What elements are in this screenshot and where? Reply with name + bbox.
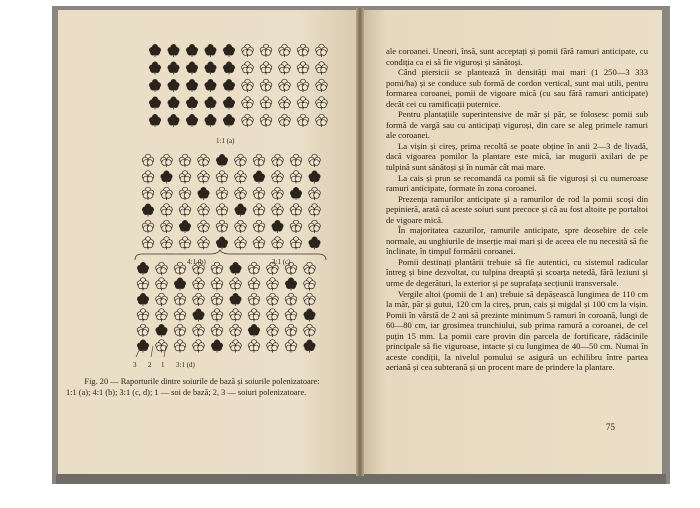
tree-symbol: [205, 62, 217, 75]
tree-symbol: [198, 237, 210, 250]
paragraph-1: ale coroanei. Uneori, însă, sunt acceptați și pomii fără ramuri anticipate, cu condiția ca ei să fie viguroși și sănătoși.: [386, 46, 648, 67]
tree-symbol: [230, 340, 242, 353]
tree-symbol: [248, 278, 260, 291]
tree-symbol: [174, 278, 186, 291]
tree-symbol: [253, 204, 265, 217]
tree-symbol: [230, 278, 242, 291]
tree-symbol: [137, 293, 149, 306]
tree-symbol: [198, 154, 210, 167]
tree-symbol: [205, 97, 217, 110]
tree-symbol: [198, 204, 210, 217]
tree-symbol: [149, 62, 161, 75]
tree-symbol: [290, 187, 302, 200]
tree-symbol: [205, 79, 217, 92]
tree-symbol: [142, 187, 154, 200]
paragraph-8: Pomii destinați plantării trebuie să fie autentici, cu sistemul radicular întreg și bine dezvoltat, cu tulpina dreaptă și scoarța netedă, fără leziuni și urme de degerături, la exterior și pe suprafața secțiunii transversale.: [386, 256, 648, 289]
tree-symbol: [267, 340, 279, 353]
paragraph-9: Vergile altoi (pomii de 1 an) trebuie să depășească lungimea de 110 cm la măr, păr și gutui, 120 cm la cireș, prun, cais și migdal și 100 cm la vișin. Pomii în vârstă de 2 ani să prezinte minimum 5 ramuri în coroană, lungi de 60—80 cm, iar grosimea trunchiului, sub prima ramură a coroanei, de cel puțin 15 mm. La pomii care provin din parcela de fortificare, rădăcinile principale să fie viguroase, intacte și cu lungimea de 40—50 cm. Numai în aceste condiții, la nivelul pomului se asigură un echilibru între partea aeriană și cea subterană și un procent mare de prindere la plantare.: [386, 288, 648, 373]
tree-symbol: [142, 154, 154, 167]
tree-symbol: [235, 154, 247, 167]
panel-d-marker-1: 1: [161, 361, 165, 369]
tree-symbol: [149, 44, 161, 57]
tree-symbol: [205, 114, 217, 127]
tree-symbol: [260, 114, 272, 127]
tree-symbol: [211, 324, 223, 337]
tree-symbol: [248, 293, 260, 306]
tree-symbol: [174, 340, 186, 353]
tree-symbol: [267, 278, 279, 291]
tree-symbol: [272, 187, 284, 200]
tree-symbol: [161, 220, 173, 233]
tree-symbol: [285, 340, 297, 353]
tree-symbol: [235, 171, 247, 184]
tree-symbol: [279, 44, 291, 57]
tree-symbol: [168, 79, 180, 92]
figure-panel-b-c: [142, 154, 320, 249]
tree-symbol: [142, 204, 154, 217]
tree-symbol: [174, 309, 186, 322]
tree-symbol: [161, 154, 173, 167]
tree-symbol: [309, 204, 321, 217]
tree-symbol: [267, 293, 279, 306]
tree-symbol: [272, 154, 284, 167]
tree-symbol: [272, 204, 284, 217]
tree-symbol: [316, 62, 328, 75]
panel-d-label: 3:1 (d): [176, 361, 195, 369]
tree-symbol: [285, 293, 297, 306]
tree-symbol: [174, 262, 186, 275]
tree-symbol: [179, 220, 191, 233]
tree-symbol: [186, 44, 198, 57]
tree-symbol: [156, 340, 168, 353]
tree-symbol: [290, 220, 302, 233]
tree-symbol: [316, 79, 328, 92]
tree-symbol: [235, 220, 247, 233]
tree-symbol: [193, 340, 205, 353]
tree-symbol: [223, 79, 235, 92]
tree-symbol: [253, 187, 265, 200]
tree-symbol: [297, 79, 309, 92]
tree-symbol: [193, 293, 205, 306]
tree-symbol: [216, 187, 228, 200]
tree-symbol: [193, 278, 205, 291]
panel-b-c-bracket: [135, 250, 326, 260]
caption-title: Fig. 20 — Raporturile dintre soiurile de bază și soiurile polenizatoare:: [84, 377, 320, 386]
panel-b-label: 4:1 (b): [187, 258, 206, 266]
tree-symbol: [216, 154, 228, 167]
tree-symbol: [137, 309, 149, 322]
tree-symbol: [290, 237, 302, 250]
tree-symbol: [211, 309, 223, 322]
tree-symbol: [161, 171, 173, 184]
panel-a-label: 1:1 (a): [216, 137, 235, 145]
tree-symbol: [316, 114, 328, 127]
tree-symbol: [156, 324, 168, 337]
tree-symbol: [156, 293, 168, 306]
tree-symbol: [248, 262, 260, 275]
tree-symbol: [161, 187, 173, 200]
tree-symbol: [193, 324, 205, 337]
tree-symbol: [304, 278, 316, 291]
tree-symbol: [186, 79, 198, 92]
tree-symbol: [242, 97, 254, 110]
tree-symbol: [230, 309, 242, 322]
tree-symbol: [179, 187, 191, 200]
tree-symbol: [216, 171, 228, 184]
tree-symbol: [156, 278, 168, 291]
tree-symbol: [290, 154, 302, 167]
tree-symbol: [230, 262, 242, 275]
tree-symbol: [304, 262, 316, 275]
tree-symbol: [168, 44, 180, 57]
tree-symbol: [223, 97, 235, 110]
tree-symbol: [253, 220, 265, 233]
tree-symbol: [304, 324, 316, 337]
tree-symbol: [186, 97, 198, 110]
tree-symbol: [267, 324, 279, 337]
tree-symbol: [297, 62, 309, 75]
tree-symbol: [248, 340, 260, 353]
paragraph-7: În majoritatea cazurilor, ramurile anticipate, spre deosebire de cele normale, au unghiurile de inserție mai mari și de aceea ele nu necesită să fie înclinate, în timpul formării coroanei.: [386, 225, 648, 257]
tree-symbol: [168, 114, 180, 127]
tree-symbol: [211, 340, 223, 353]
paragraph-2: Când piersicii se plantează în densități mai mari (1 250—3 333 pomi/ha) și se conduce sub formă de cordon vertical, sunt mai utili, pentru formarea coroanei, pomii de vigoare mică (cu sau fără ramuri anticipate) decât cei cu ramificații puternice.: [386, 67, 648, 109]
tree-symbol: [279, 62, 291, 75]
tree-symbol: [253, 237, 265, 250]
tree-symbol: [137, 278, 149, 291]
tree-symbol: [248, 324, 260, 337]
tree-symbol: [149, 114, 161, 127]
tree-symbol: [211, 262, 223, 275]
tree-symbol: [186, 114, 198, 127]
tree-symbol: [198, 220, 210, 233]
paragraph-4: La vișin și cireș, prima recoltă se poate obține în anii 2—3 de livadă, dacă vigoarea pomilor la plantare este mică, iar mugurii axilari de pe tulpină sunt sănătoși și în număr cât mai mare.: [386, 140, 648, 173]
tree-symbol: [179, 204, 191, 217]
tree-symbol: [193, 309, 205, 322]
tree-symbol: [242, 44, 254, 57]
tree-symbol: [149, 79, 161, 92]
tree-symbol: [156, 309, 168, 322]
paragraph-3: Pentru plantațiile superintensive de măr și păr, se folosesc pomii sub formă de vargă sau cu anticipați viguroși, din care se aleg primele ramuri ale coroanei.: [386, 109, 648, 141]
tree-symbol: [174, 324, 186, 337]
tree-symbol: [223, 44, 235, 57]
tree-symbol: [279, 79, 291, 92]
tree-symbol: [297, 114, 309, 127]
tree-symbol: [205, 44, 217, 57]
tree-symbol: [230, 324, 242, 337]
tree-symbol: [285, 309, 297, 322]
tree-symbol: [260, 62, 272, 75]
paragraph-6: Prezența ramurilor anticipate și a ramurilor de rod la pomii scoși din pepinieră, arată că aceste soiuri sunt precoce și că au fost altoite pe portaltoi de vigoare mică.: [386, 193, 648, 225]
tree-symbol: [253, 154, 265, 167]
tree-symbol: [309, 171, 321, 184]
tree-symbol: [316, 97, 328, 110]
caption-body: 1:1 (a); 4:1 (b); 3:1 (c, d); 1 — soi de bază; 2, 3 — soiuri polenizatoare.: [66, 387, 307, 397]
tree-symbol: [230, 293, 242, 306]
tree-symbol: [309, 220, 321, 233]
tree-symbol: [179, 237, 191, 250]
panel-c-label: 3:1 (c): [272, 258, 291, 266]
tree-symbol: [198, 187, 210, 200]
tree-symbol: [267, 309, 279, 322]
panel-d-marker-3: 3: [133, 361, 137, 369]
tree-symbol: [142, 220, 154, 233]
tree-symbol: [290, 171, 302, 184]
panel-d-marker-2: 2: [148, 361, 152, 369]
figure-panel-d: [137, 262, 315, 352]
tree-symbol: [242, 62, 254, 75]
right-page-text: [386, 46, 648, 373]
tree-symbol: [272, 171, 284, 184]
pointer-line-2: [151, 346, 153, 357]
tree-symbol: [260, 97, 272, 110]
tree-symbol: [260, 79, 272, 92]
tree-symbol: [186, 62, 198, 75]
tree-symbol: [309, 187, 321, 200]
tree-symbol: [168, 62, 180, 75]
figure-caption: [66, 377, 338, 398]
figure-panel-a: [149, 44, 327, 127]
tree-symbol: [216, 220, 228, 233]
tree-symbol: [179, 154, 191, 167]
tree-symbol: [242, 79, 254, 92]
tree-symbol: [272, 220, 284, 233]
tree-symbol: [216, 237, 228, 250]
tree-symbol: [216, 204, 228, 217]
tree-symbol: [279, 114, 291, 127]
tree-symbol: [253, 171, 265, 184]
tree-symbol: [260, 44, 272, 57]
tree-symbol: [235, 187, 247, 200]
tree-symbol: [174, 293, 186, 306]
tree-symbol: [211, 278, 223, 291]
paragraph-5: La cais și prun se recomandă ca pomii să fie viguroși și cu numeroase ramuri anticipate, formate în zona coroanei.: [386, 172, 648, 194]
tree-symbol: [223, 62, 235, 75]
tree-symbol: [223, 114, 235, 127]
tree-symbol: [297, 97, 309, 110]
tree-symbol: [279, 97, 291, 110]
tree-symbol: [179, 171, 191, 184]
tree-symbol: [235, 237, 247, 250]
tree-symbol: [142, 237, 154, 250]
page-number: 75: [606, 422, 615, 432]
tree-symbol: [242, 114, 254, 127]
tree-symbol: [137, 262, 149, 275]
tree-symbol: [168, 97, 180, 110]
tree-symbol: [211, 293, 223, 306]
tree-symbol: [235, 204, 247, 217]
tree-symbol: [156, 262, 168, 275]
tree-symbol: [248, 309, 260, 322]
tree-symbol: [285, 278, 297, 291]
tree-symbol: [297, 44, 309, 57]
tree-symbol: [304, 340, 316, 353]
tree-symbol: [290, 204, 302, 217]
tree-symbol: [161, 237, 173, 250]
tree-symbol: [161, 204, 173, 217]
tree-symbol: [149, 97, 161, 110]
tree-symbol: [316, 44, 328, 57]
tree-symbol: [137, 324, 149, 337]
tree-symbol: [272, 237, 284, 250]
tree-symbol: [198, 171, 210, 184]
tree-symbol: [304, 309, 316, 322]
tree-symbol: [309, 154, 321, 167]
tree-symbol: [309, 237, 321, 250]
tree-symbol: [142, 171, 154, 184]
tree-symbol: [304, 293, 316, 306]
tree-symbol: [285, 324, 297, 337]
